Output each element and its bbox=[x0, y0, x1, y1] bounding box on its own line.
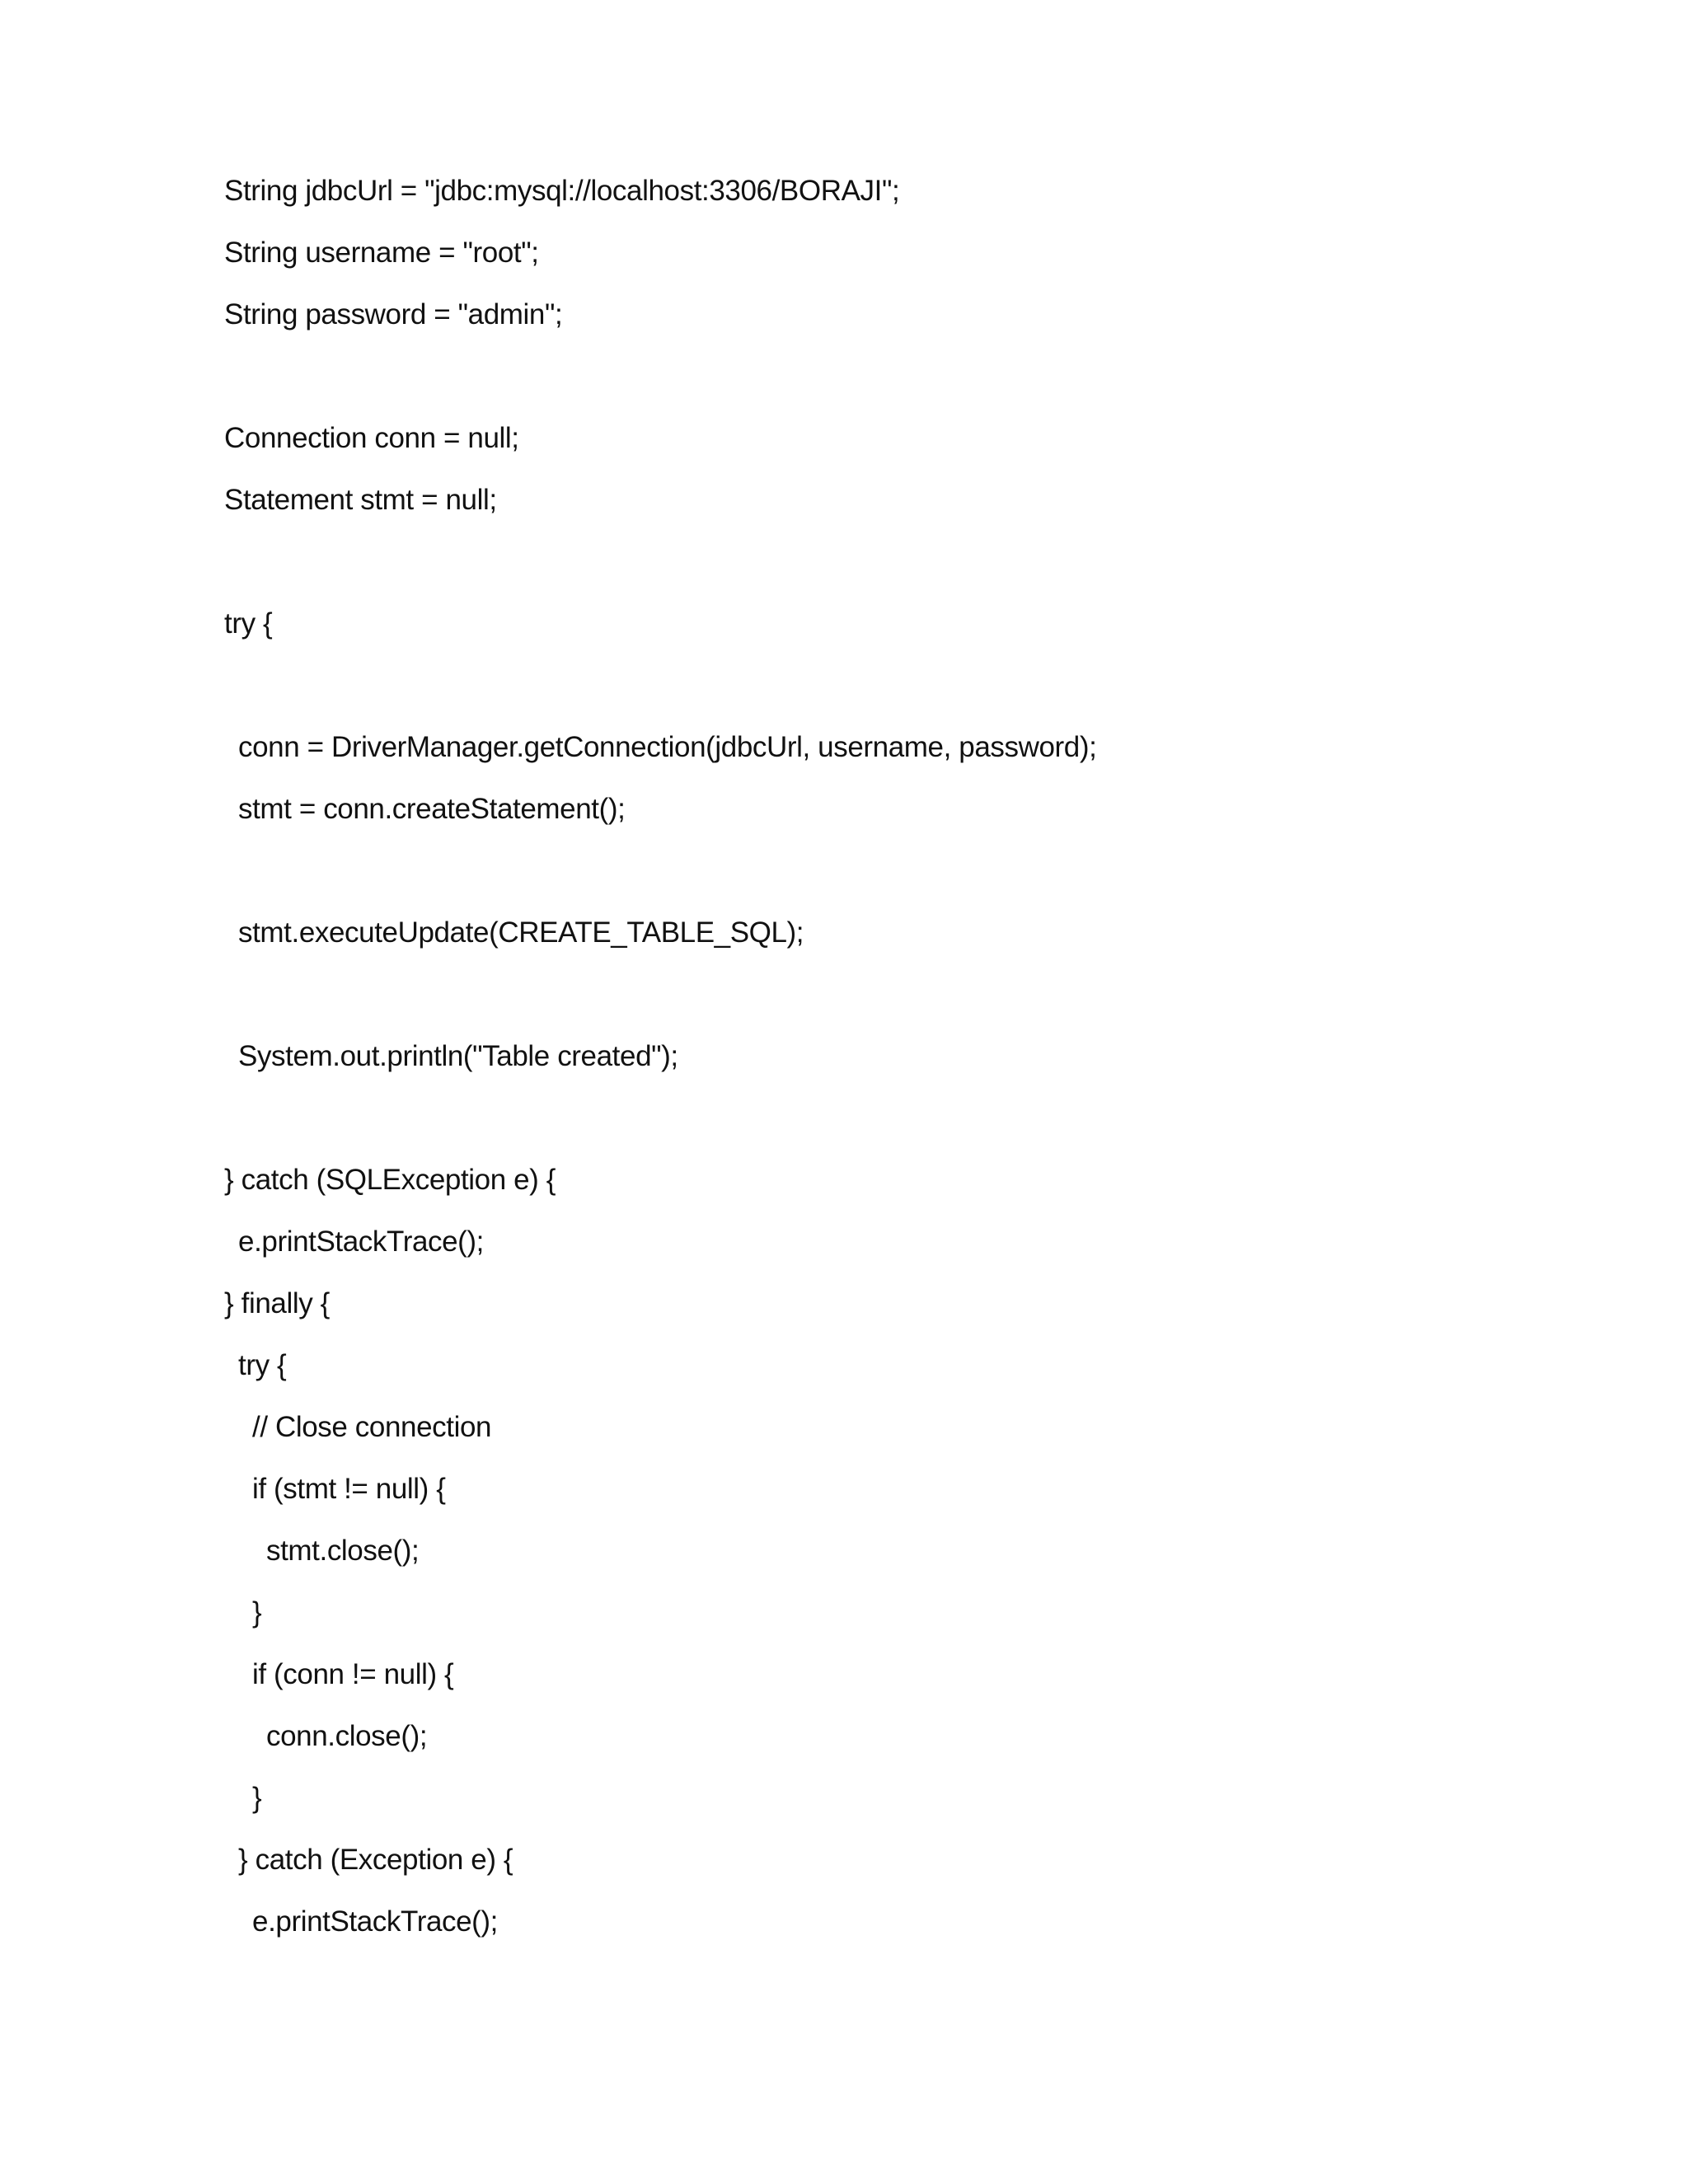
code-line: stmt.close(); bbox=[266, 1535, 420, 1567]
code-line: e.printStackTrace(); bbox=[252, 1905, 499, 1938]
code-line: String username = "root"; bbox=[224, 237, 539, 269]
code-line: if (conn != null) { bbox=[252, 1658, 454, 1690]
code-line: } bbox=[252, 1782, 262, 1814]
code-line: conn.close(); bbox=[266, 1720, 428, 1752]
code-line: } catch (Exception e) { bbox=[238, 1844, 513, 1876]
code-line: stmt.executeUpdate(CREATE_TABLE_SQL); bbox=[238, 916, 804, 949]
code-line: try { bbox=[238, 1349, 287, 1381]
code-line: System.out.println("Table created"); bbox=[238, 1040, 678, 1072]
code-line: } finally { bbox=[224, 1287, 330, 1319]
code-line: if (stmt != null) { bbox=[252, 1473, 446, 1505]
code-line: try { bbox=[224, 607, 273, 640]
code-line: } catch (SQLException e) { bbox=[224, 1164, 556, 1196]
code-line: String jdbcUrl = "jdbc:mysql://localhost:3306/BORAJI"; bbox=[224, 175, 900, 207]
code-line: // Close connection bbox=[252, 1411, 492, 1443]
code-line: stmt = conn.createStatement(); bbox=[238, 793, 626, 825]
code-line: } bbox=[252, 1596, 262, 1629]
code-line: conn = DriverManager.getConnection(jdbcUrl, username, password); bbox=[238, 731, 1097, 763]
code-line: String password = "admin"; bbox=[224, 298, 563, 330]
code-line: Connection conn = null; bbox=[224, 422, 519, 454]
code-line: e.printStackTrace(); bbox=[238, 1226, 485, 1258]
code-line: Statement stmt = null; bbox=[224, 484, 497, 516]
